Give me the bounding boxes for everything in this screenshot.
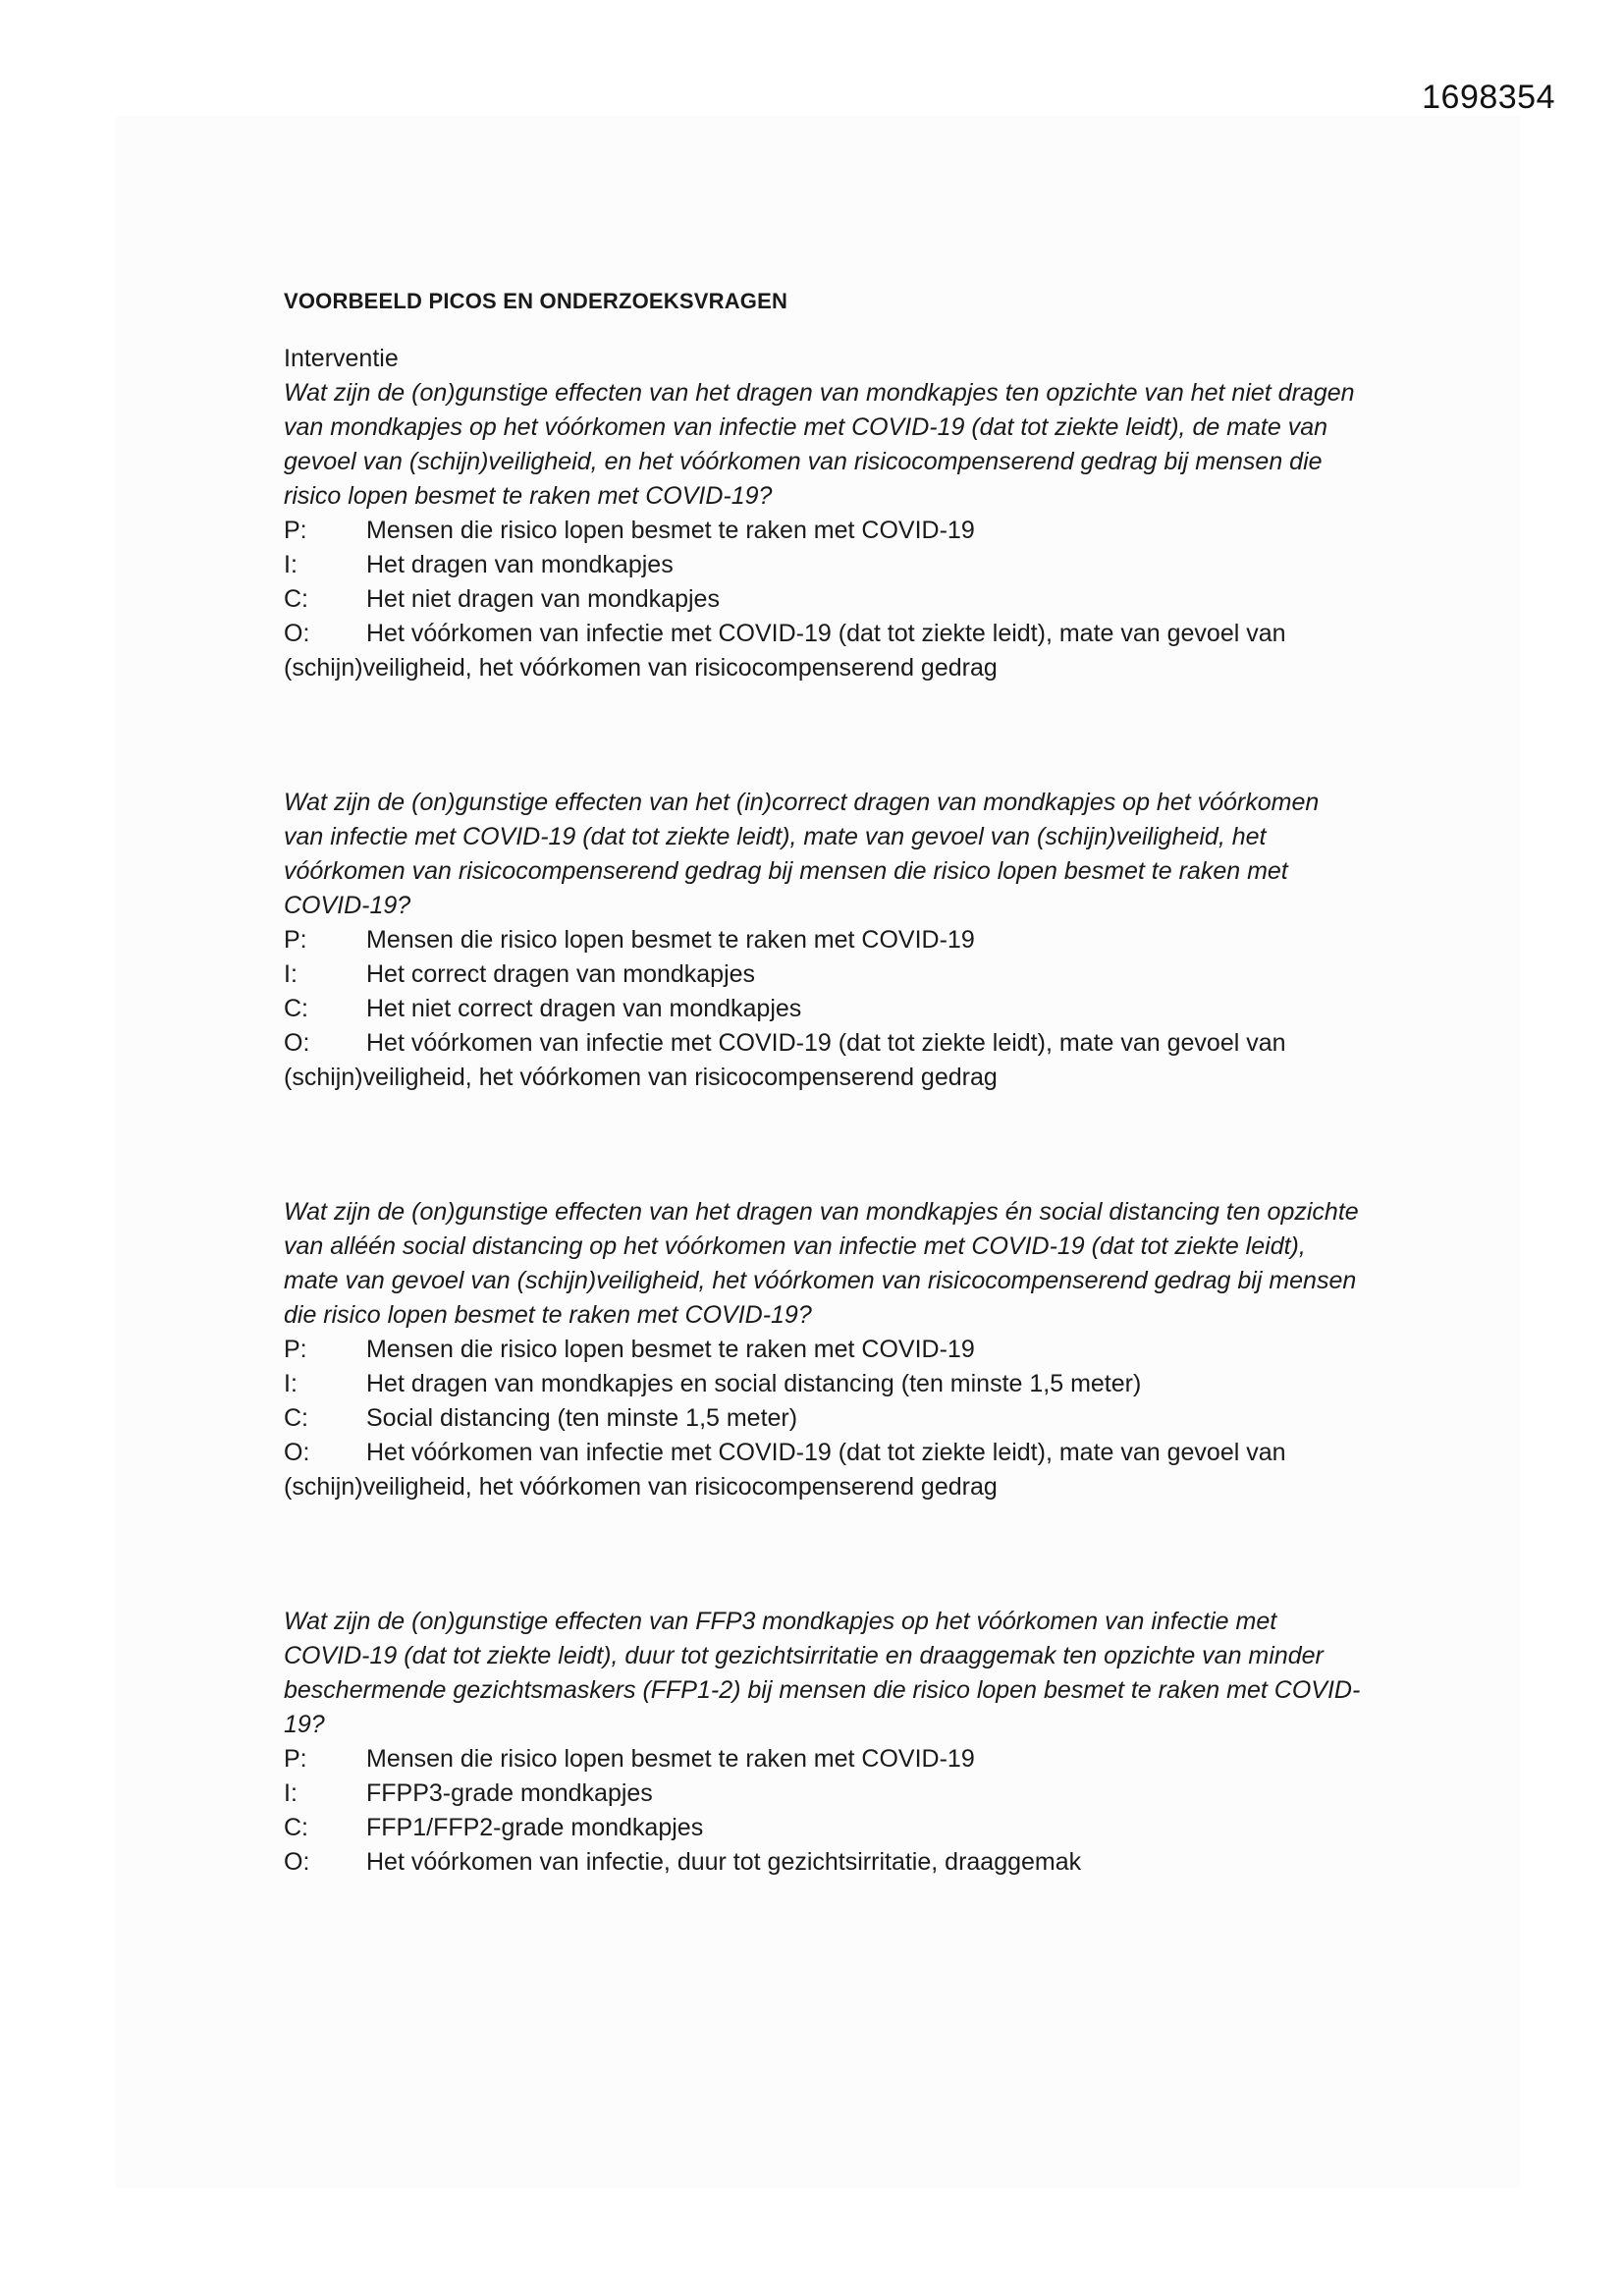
- picos-section: [284, 786, 1364, 1095]
- picos-value: Het niet correct dragen van mondkapjes: [366, 995, 802, 1022]
- picos-section: [284, 342, 1364, 685]
- picos-value: Het vóórkomen van infectie met COVID-19 (dat tot ziekte leidt), mate van gevoel van (schijn)veiligheid, het vóórkomen van risicocompenserend gedrag: [284, 1029, 1286, 1091]
- picos-row-c: [284, 1401, 1364, 1436]
- picos-key: I:: [284, 960, 298, 988]
- document-number: 1698354: [1422, 79, 1555, 116]
- picos-row-i: [284, 548, 1364, 582]
- picos-key: O:: [284, 1439, 310, 1466]
- picos-value: FFP1/FFP2-grade mondkapjes: [366, 1814, 704, 1841]
- picos-value: Social distancing (ten minste 1,5 meter): [366, 1404, 798, 1432]
- picos-value: FFPP3-grade mondkapjes: [366, 1779, 653, 1807]
- picos-row-o: [284, 1026, 1364, 1095]
- picos-key: I:: [284, 1779, 298, 1807]
- research-question: Wat zijn de (on)gunstige effecten van het dragen van mondkapjes én social distancing ten opzichte van alléén social distancing op het vóórkomen van infectie met COVID-19 (dat tot ziekte leidt), mate van gevoel van (schijn)veiligheid, het vóórkomen van risicocompenserend gedrag bij mensen die risico lopen besmet te raken met COVID-19?: [284, 1198, 1359, 1329]
- picos-value: Het vóórkomen van infectie met COVID-19 (dat tot ziekte leidt), mate van gevoel van (schijn)veiligheid, het vóórkomen van risicocompenserend gedrag: [284, 620, 1286, 682]
- picos-key: O:: [284, 1848, 310, 1876]
- picos-value: Het niet dragen van mondkapjes: [366, 585, 720, 613]
- picos-row-p: [284, 514, 1364, 548]
- picos-value: Mensen die risico lopen besmet te raken met COVID-19: [366, 517, 975, 544]
- picos-row-o: [284, 617, 1364, 685]
- picos-value: Mensen die risico lopen besmet te raken met COVID-19: [366, 1745, 975, 1773]
- picos-key: P:: [284, 517, 307, 544]
- picos-key: P:: [284, 1336, 307, 1363]
- picos-key: C:: [284, 585, 308, 613]
- picos-row-o: [284, 1845, 1364, 1880]
- picos-key: C:: [284, 995, 308, 1022]
- picos-row-i: [284, 1367, 1364, 1401]
- picos-section: [284, 1195, 1364, 1504]
- picos-row-i: [284, 1777, 1364, 1811]
- section-label: Interventie: [284, 345, 399, 372]
- picos-value: Het correct dragen van mondkapjes: [366, 960, 756, 988]
- picos-key: O:: [284, 620, 310, 647]
- document-body: [284, 285, 1364, 1880]
- picos-key: O:: [284, 1029, 310, 1057]
- picos-row-i: [284, 957, 1364, 992]
- picos-key: P:: [284, 1745, 307, 1773]
- research-question: Wat zijn de (on)gunstige effecten van het dragen van mondkapjes ten opzichte van het niet dragen van mondkapjes op het vóórkomen van infectie met COVID-19 (dat tot ziekte leidt), de mate van gevoel van (schijn)veiligheid, en het vóórkomen van risicocompenserend gedrag bij mensen die risico lopen besmet te raken met COVID-19?: [284, 379, 1355, 510]
- picos-key: C:: [284, 1404, 308, 1432]
- picos-value: Het vóórkomen van infectie, duur tot gezichtsirritatie, draaggemak: [366, 1848, 1082, 1876]
- picos-value: Het dragen van mondkapjes en social distancing (ten minste 1,5 meter): [366, 1370, 1142, 1397]
- picos-value: Het vóórkomen van infectie met COVID-19 (dat tot ziekte leidt), mate van gevoel van (schijn)veiligheid, het vóórkomen van risicocompenserend gedrag: [284, 1439, 1286, 1501]
- document-heading: VOORBEELD PICOS EN ONDERZOEKSVRAGEN: [284, 289, 788, 313]
- picos-row-c: [284, 582, 1364, 617]
- picos-key: I:: [284, 551, 298, 578]
- picos-row-p: [284, 1333, 1364, 1367]
- picos-key: C:: [284, 1814, 308, 1841]
- picos-row-p: [284, 923, 1364, 957]
- research-question: Wat zijn de (on)gunstige effecten van FFP3 mondkapjes op het vóórkomen van infectie met COVID-19 (dat tot ziekte leidt), duur tot gezichtsirritatie en draaggemak ten opzichte van minder beschermende gezichtsmaskers (FFP1-2) bij mensen die risico lopen besmet te raken met COVID-19?: [284, 1608, 1361, 1738]
- picos-row-c: [284, 1811, 1364, 1845]
- picos-row-o: [284, 1436, 1364, 1504]
- picos-row-p: [284, 1742, 1364, 1777]
- picos-section: [284, 1605, 1364, 1880]
- picos-value: Mensen die risico lopen besmet te raken met COVID-19: [366, 1336, 975, 1363]
- picos-value: Mensen die risico lopen besmet te raken met COVID-19: [366, 926, 975, 954]
- picos-key: P:: [284, 926, 307, 954]
- research-question: Wat zijn de (on)gunstige effecten van het (in)correct dragen van mondkapjes op het vóórkomen van infectie met COVID-19 (dat tot ziekte leidt), mate van gevoel van (schijn)veiligheid, het vóórkomen van risicocompenserend gedrag bij mensen die risico lopen besmet te raken met COVID-19?: [284, 789, 1320, 919]
- picos-key: I:: [284, 1370, 298, 1397]
- picos-row-c: [284, 992, 1364, 1026]
- picos-value: Het dragen van mondkapjes: [366, 551, 674, 578]
